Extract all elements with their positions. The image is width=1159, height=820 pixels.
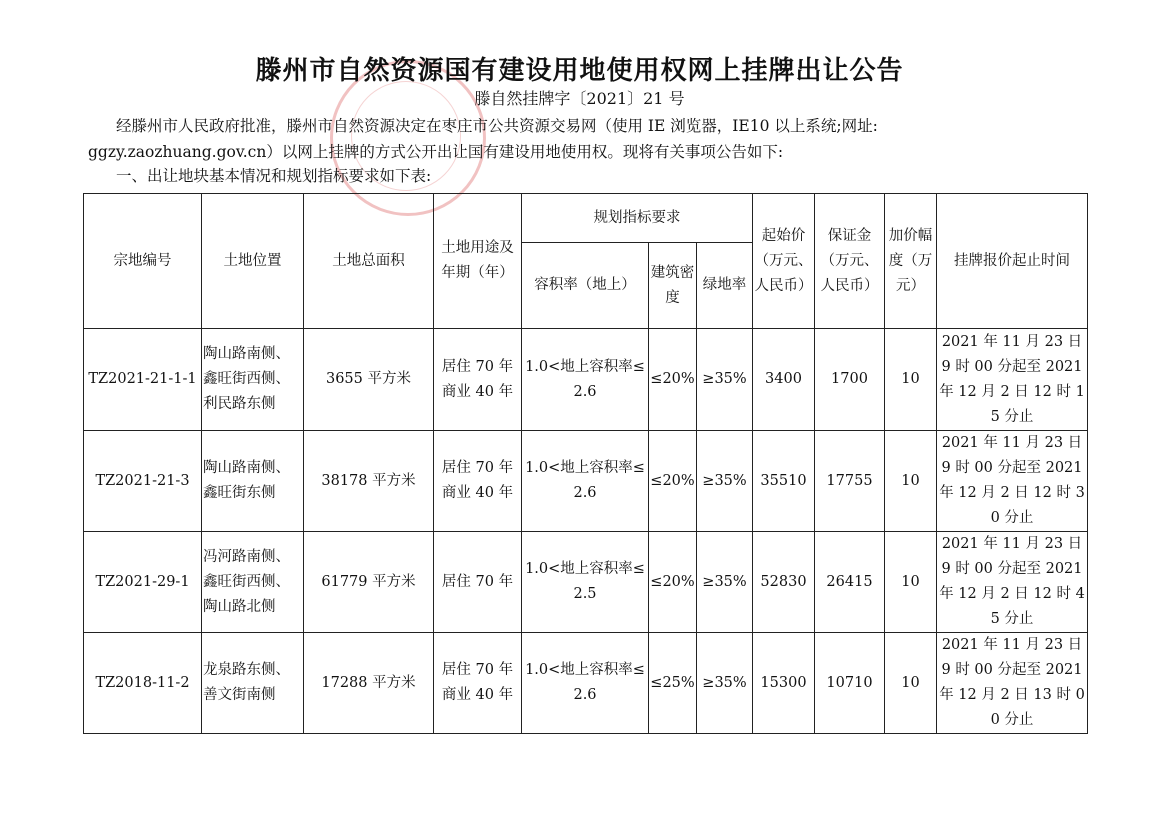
header-parcel-id: 宗地编号 <box>84 194 202 329</box>
intro-line-1: 经滕州市人民政府批准，滕州市自然资源决定在枣庄市公共资源交易网（使用 IE 浏览器，IE10 以上系统;网址: <box>116 117 878 135</box>
header-location: 土地位置 <box>202 194 304 329</box>
cell-start-price: 15300 <box>753 633 815 734</box>
cell-location: 陶山路南侧、鑫旺街东侧 <box>202 431 304 532</box>
cell-parcel-id: TZ2021-21-1-1 <box>84 329 202 431</box>
cell-start-price: 52830 <box>753 532 815 633</box>
cell-bid-time: 2021 年 11 月 23 日 9 时 00 分起至 2021 年 12 月 2 日 12 时 30 分止 <box>937 431 1088 532</box>
cell-increment: 10 <box>885 532 937 633</box>
intro-line-2: ggzy.zaozhuang.gov.cn）以网上挂牌的方式公开出让国有建设用地使用权。现将有关事项公告如下: <box>88 143 784 161</box>
cell-use-term: 居住 70 年商业 40 年 <box>434 329 522 431</box>
cell-green: ≥35% <box>697 329 753 431</box>
header-far: 容积率（地上） <box>522 243 649 329</box>
table-row <box>84 633 1088 734</box>
cell-use-term: 居住 70 年商业 40 年 <box>434 633 522 734</box>
cell-location: 龙泉路东侧、善文街南侧 <box>202 633 304 734</box>
cell-area: 38178 平方米 <box>304 431 434 532</box>
header-start-price: 起始价（万元、人民币） <box>753 194 815 329</box>
cell-parcel-id: TZ2021-29-1 <box>84 532 202 633</box>
parcel-table <box>83 193 1088 734</box>
cell-density: ≤20% <box>649 532 697 633</box>
cell-area: 61779 平方米 <box>304 532 434 633</box>
cell-green: ≥35% <box>697 431 753 532</box>
cell-deposit: 26415 <box>815 532 885 633</box>
header-deposit: 保证金（万元、人民币） <box>815 194 885 329</box>
table-row <box>84 431 1088 532</box>
cell-green: ≥35% <box>697 633 753 734</box>
document-number: 滕自然挂牌字〔2021〕21 号 <box>474 89 685 108</box>
cell-density: ≤25% <box>649 633 697 734</box>
cell-location: 陶山路南侧、鑫旺街西侧、利民路东侧 <box>202 329 304 431</box>
cell-parcel-id: TZ2021-21-3 <box>84 431 202 532</box>
section-heading-1: 一、出让地块基本情况和规划指标要求如下表: <box>116 167 432 185</box>
cell-far: 1.0<地上容积率≤2.6 <box>522 431 649 532</box>
cell-far: 1.0<地上容积率≤2.5 <box>522 532 649 633</box>
cell-use-term: 居住 70 年商业 40 年 <box>434 431 522 532</box>
cell-use-term: 居住 70 年 <box>434 532 522 633</box>
cell-start-price: 35510 <box>753 431 815 532</box>
cell-area: 17288 平方米 <box>304 633 434 734</box>
cell-increment: 10 <box>885 633 937 734</box>
table-header-row-1 <box>84 194 1088 243</box>
cell-start-price: 3400 <box>753 329 815 431</box>
cell-green: ≥35% <box>697 532 753 633</box>
cell-parcel-id: TZ2018-11-2 <box>84 633 202 734</box>
header-area: 土地总面积 <box>304 194 434 329</box>
header-increment: 加价幅度（万元） <box>885 194 937 329</box>
header-density: 建筑密度 <box>649 243 697 329</box>
cell-area: 3655 平方米 <box>304 329 434 431</box>
header-bid-time: 挂牌报价起止时间 <box>937 194 1088 329</box>
cell-bid-time: 2021 年 11 月 23 日 9 时 00 分起至 2021 年 12 月 2 日 12 时 15 分止 <box>937 329 1088 431</box>
cell-increment: 10 <box>885 431 937 532</box>
table-row <box>84 329 1088 431</box>
page-title: 滕州市自然资源国有建设用地使用权网上挂牌出让公告 <box>255 56 904 86</box>
table-row <box>84 532 1088 633</box>
cell-far: 1.0<地上容积率≤2.6 <box>522 329 649 431</box>
cell-density: ≤20% <box>649 431 697 532</box>
cell-bid-time: 2021 年 11 月 23 日 9 时 00 分起至 2021 年 12 月 2 日 12 时 45 分止 <box>937 532 1088 633</box>
cell-density: ≤20% <box>649 329 697 431</box>
cell-bid-time: 2021 年 11 月 23 日 9 时 00 分起至 2021 年 12 月 2 日 13 时 00 分止 <box>937 633 1088 734</box>
cell-deposit: 17755 <box>815 431 885 532</box>
cell-far: 1.0<地上容积率≤2.6 <box>522 633 649 734</box>
header-use-term: 土地用途及年期（年） <box>434 194 522 329</box>
header-green: 绿地率 <box>697 243 753 329</box>
header-planning-group: 规划指标要求 <box>522 194 753 243</box>
cell-location: 冯河路南侧、鑫旺街西侧、陶山路北侧 <box>202 532 304 633</box>
cell-deposit: 1700 <box>815 329 885 431</box>
cell-deposit: 10710 <box>815 633 885 734</box>
cell-increment: 10 <box>885 329 937 431</box>
